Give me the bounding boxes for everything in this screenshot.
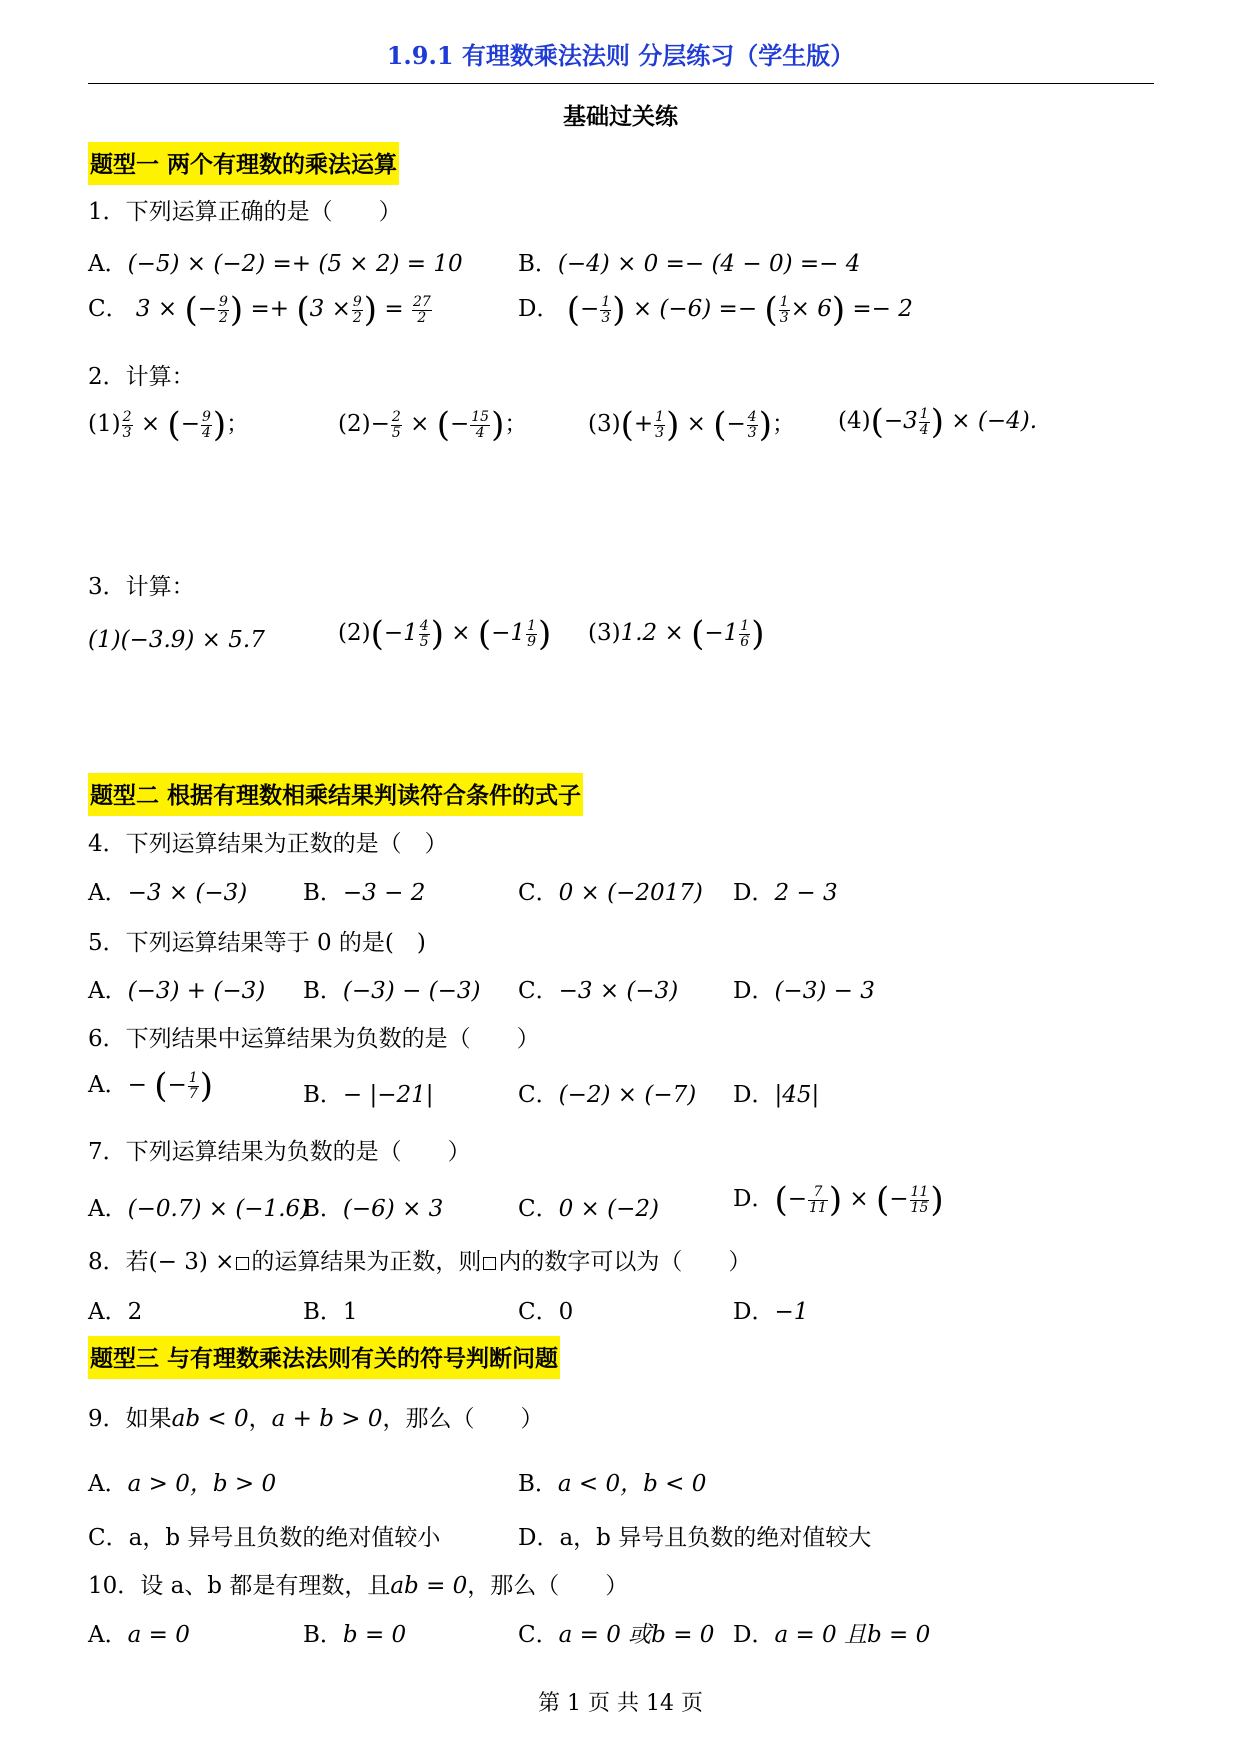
fraction: $\frac{2}{5}$ [391, 408, 401, 441]
option-label: D． [518, 296, 560, 322]
page-footer: 第 1 页 共 14 页 [538, 1691, 703, 1716]
question-3-stem: 3．计算： [88, 574, 195, 600]
q5-option-c: C．−3 × (−3) [518, 978, 679, 1004]
header-divider [88, 83, 1154, 84]
paren: ( [296, 290, 310, 330]
math-expression: × (−6) =− [632, 296, 758, 322]
question-7-stem: 7．下列运算结果为负数的是（ ） [88, 1139, 471, 1165]
part-label: (3) [588, 411, 621, 437]
q4-option-c: C．0 × (−2017) [518, 880, 703, 906]
q1-option-b [518, 245, 860, 278]
fraction: $\frac{2}{3}$ [122, 408, 132, 441]
paren: ( [764, 290, 778, 330]
q7-option-d: D．(− $\frac{7}{11}$ ) × (− $\frac{11}{15}$ ) [733, 1180, 944, 1220]
math-expression: × (−4). [951, 408, 1038, 434]
blank-box-icon [236, 1257, 249, 1270]
q5-option-a: A．(−3) + (−3) [88, 978, 266, 1004]
q10-option-b: B．b = 0 [303, 1622, 407, 1648]
q9-option-c: C．a，b 异号且负数的绝对值较小 [88, 1525, 441, 1551]
category-heading-2: 题型二 根据有理数相乘结果判读符合条件的式子 [88, 773, 583, 816]
paren: ) [612, 290, 626, 330]
fraction: $\frac{1}{6}$ [740, 617, 750, 650]
math-expression: 1.2 × [620, 620, 684, 646]
q10-option-c: C．a = 0 或b = 0 [518, 1622, 715, 1648]
part-label: (3) [588, 620, 621, 646]
q2-part-4: (4)(−3 $\frac{1}{4}$ ) × (−4). [838, 402, 1038, 442]
q4-option-a: A．−3 × (−3) [88, 880, 248, 906]
q1-option-d: D． (− $\frac{1}{3}$ ) × (−6) =− ( $\frac{1}{3}$ × 6) =− 2 [518, 290, 913, 330]
q8-option-a: A．2 [88, 1299, 143, 1325]
section-title: 基础过关练 [563, 103, 678, 130]
fraction: $\frac{11}{15}$ [910, 1183, 929, 1216]
fraction: $\frac{27}{2}$ [412, 293, 431, 326]
math-operator: =+ [250, 296, 290, 322]
math-expression: =− 2 [852, 296, 913, 322]
math-expression: × 6 [790, 296, 832, 322]
fraction: $\frac{15}{4}$ [471, 408, 490, 441]
category-heading-1: 题型一 两个有理数的乘法运算 [88, 142, 399, 185]
fraction: $\frac{1}{9}$ [527, 617, 536, 650]
question-9-stem: 9．如果ab < 0，a + b > 0，那么（ ） [88, 1406, 544, 1432]
fraction: $\frac{1}{7}$ [188, 1069, 198, 1102]
q2-part-1: (1) $\frac{2}{3}$ × (− $\frac{9}{4}$ )； [88, 405, 250, 445]
paren: ( [184, 290, 198, 330]
option-label: C． [88, 296, 129, 322]
q8-option-c: C．0 [518, 1299, 574, 1325]
part-label: (2) [338, 620, 371, 646]
fraction: $\frac{1}{3}$ [779, 293, 789, 326]
q2-part-3: (3)(+ $\frac{1}{3}$ ) × (− $\frac{4}{3}$ )； [588, 405, 795, 445]
q3-part-3: (3)1.2 × (−1 $\frac{1}{6}$ ) [588, 614, 765, 654]
question-4-stem: 4．下列运算结果为正数的是（ ） [88, 831, 448, 857]
paren: ) [363, 290, 378, 330]
fraction: $\frac{9}{2}$ [219, 293, 228, 326]
fraction: $\frac{4}{3}$ [747, 408, 757, 441]
q4-option-b: B．−3 − 2 [303, 880, 426, 906]
part-label: (2)− [338, 411, 390, 437]
part-label: (4) [838, 408, 871, 434]
math-expression: 3 × [135, 296, 178, 322]
paren: ) [229, 290, 244, 330]
q8-option-b: B．1 [303, 1299, 358, 1325]
fraction: $\frac{1}{3}$ [601, 293, 611, 326]
q3-part-1: (1)(−3.9) × 5.7 [88, 627, 265, 653]
q7-option-c: C．0 × (−2) [518, 1196, 659, 1222]
q6-option-b: B．− |−21| [303, 1082, 434, 1108]
q7-option-b: B．(−6) × 3 [303, 1196, 444, 1222]
q9-option-b: B．a < 0，b < 0 [518, 1471, 707, 1497]
page-header-title: 1.9.1 有理数乘法法则 分层练习（学生版） [386, 41, 855, 70]
category-heading-3: 题型三 与有理数乘法法则有关的符号判断问题 [88, 1336, 560, 1379]
fraction: $\frac{4}{5}$ [419, 617, 429, 650]
q3-part-2: (2)(−1 $\frac{4}{5}$ ) × (−1 $\frac{1}{9}$ ) [338, 614, 552, 654]
math-expression: 3 × [309, 296, 351, 322]
q6-option-d: D．|45| [733, 1082, 820, 1108]
question-2-stem: 2．计算： [88, 364, 195, 390]
question-8-stem: 8．若(− 3) × 的运算结果为正数，则 内的数字可以为（ ） [88, 1249, 752, 1275]
q10-option-d: D．a = 0 且b = 0 [733, 1622, 931, 1648]
q7-option-a: A．(−0.7) × (−1.6) [88, 1196, 310, 1222]
question-1-stem: 1．下列运算正确的是（ ） [88, 199, 402, 225]
q6-option-c: C．(−2) × (−7) [518, 1082, 697, 1108]
math-expression: (−5) × (−2) =+ (5 × 2) = 10 [127, 251, 463, 277]
q1-option-a [88, 245, 463, 278]
paren: ( [566, 290, 581, 330]
q2-part-2: (2)− $\frac{2}{5}$ × (− $\frac{15}{4}$ )； [338, 405, 528, 445]
part-label: (1) [88, 411, 121, 437]
q6-option-a: A．− (− $\frac{1}{7}$ ) [88, 1066, 213, 1106]
q8-option-d: D．−1 [733, 1299, 809, 1325]
q10-option-a: A．a = 0 [88, 1622, 190, 1648]
q5-option-d: D．(−3) − 3 [733, 978, 875, 1004]
question-6-stem: 6．下列结果中运算结果为负数的是（ ） [88, 1026, 540, 1052]
question-5-stem: 5．下列运算结果等于 0 的是( ) [88, 930, 426, 956]
q9-option-d: D．a，b 异号且负数的绝对值较大 [518, 1525, 872, 1551]
fraction: $\frac{1}{3}$ [655, 408, 665, 441]
q1-option-c: C． 3 × (− $\frac{9}{2}$ ) =+ (3 × $\frac{9}{2}$ ) = $\frac{27}{2}$ [88, 290, 431, 330]
q4-option-d: D．2 − 3 [733, 880, 838, 906]
fraction: $\frac{1}{4}$ [919, 405, 929, 438]
option-label: A． [88, 251, 128, 277]
math-expression: (−4) × 0 =− (4 − 0) =− 4 [557, 251, 861, 277]
question-10-stem: 10．设 a、b 都是有理数，且ab = 0，那么（ ） [88, 1573, 629, 1599]
option-label: B． [518, 251, 558, 277]
paren: ) [831, 290, 846, 330]
q5-option-b: B．(−3) − (−3) [303, 978, 481, 1004]
fraction: $\frac{9}{4}$ [201, 408, 211, 441]
blank-box-icon [483, 1257, 496, 1270]
q9-option-a: A．a > 0，b > 0 [88, 1471, 277, 1497]
fraction: $\frac{9}{2}$ [352, 293, 362, 326]
fraction: $\frac{7}{11}$ [809, 1183, 827, 1216]
